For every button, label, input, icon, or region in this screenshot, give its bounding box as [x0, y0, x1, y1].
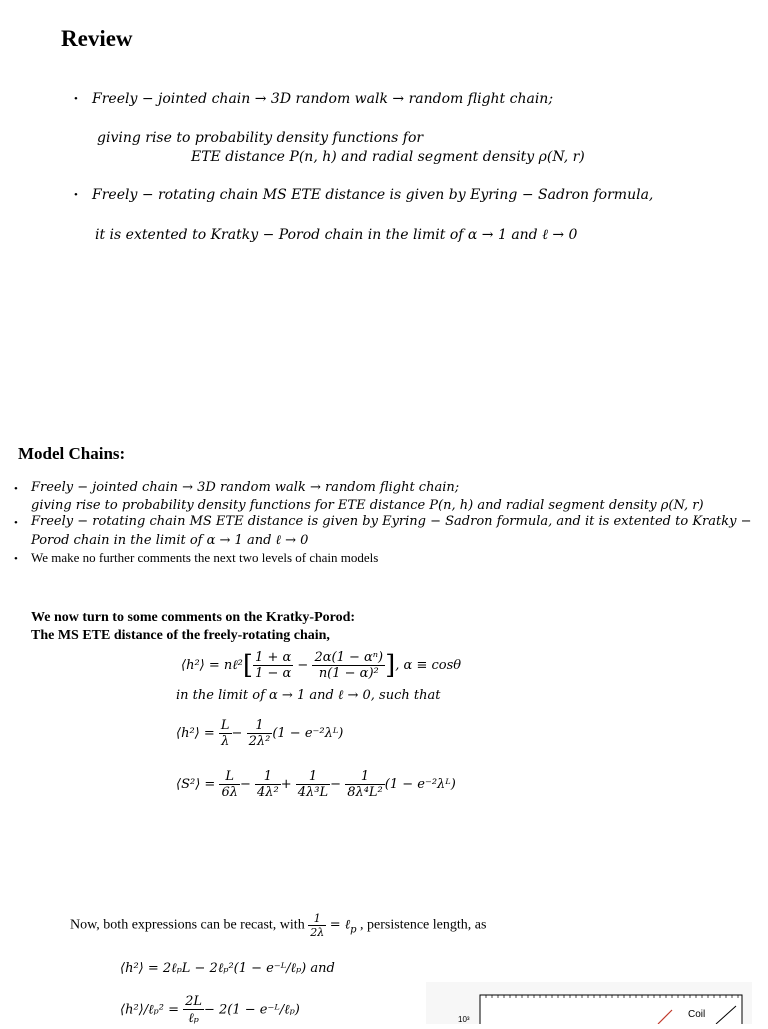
bullet: • [74, 93, 78, 105]
bullet: • [74, 189, 78, 201]
eq-h2-kp: ⟨h²⟩ = $\frac{L}{\lambda}$ − $\frac{1}{\text{2λ²}}$ (1 − e⁻²λᴸ) [176, 718, 344, 749]
eq1-frac2: $\frac{\text{2α(1 − αⁿ)}}{\text{n(1 − α)²}}$ [314, 650, 384, 681]
eq-h2-persistence: ⟨h²⟩ = 2ℓₚL − 2ℓₚ²(1 − e⁻ᴸ/ℓₚ) and [120, 961, 335, 976]
eq-s2-kp: ⟨S²⟩ = $\frac{L}{6\lambda}$ − $\frac{1}{\text{4λ²}}$ + $\frac{1}{\text{4λ³L}}$ − $\frac{1}{\text{8λ⁴L²}}$ (1 − e⁻²λᴸ) [176, 769, 456, 800]
eq1-lhs: ⟨h²⟩ = nℓ² [181, 658, 243, 673]
kp-limit-text: in the limit of α → 1 and ℓ → 0, such that [176, 688, 441, 703]
model-line2: giving rise to probability density functions for ETE distance P(n, h) and radial segment density ρ(N, r) [31, 498, 704, 513]
review-bullet1-line1: Freely − jointed chain → 3D random walk → random flight chain; [92, 91, 554, 107]
model-line4: Porod chain in the limit of α → 1 and ℓ → 0 [31, 533, 309, 548]
bullet: • [14, 553, 18, 565]
review-bullet2-line1: Freely − rotating chain MS ETE distance is given by Eyring − Sadron formula, [92, 187, 654, 203]
plot-legend: Coil [688, 1009, 706, 1020]
bullet: • [14, 483, 18, 495]
kp-intro-line2: The MS ETE distance of the freely-rotating chain, [31, 628, 330, 643]
review-bullet1-line2: giving rise to probability density functions for [97, 130, 424, 146]
model-line5: We make no further comments the next two levels of chain models [31, 550, 379, 565]
kp-intro-line1: We now turn to some comments on the Kratky-Porod: [31, 610, 356, 625]
plot-svg [426, 982, 752, 1024]
eq1-frac1: $\frac{1 + \alpha}{1 - \alpha}$ [255, 650, 292, 681]
model-chains-title: Model Chains: [18, 444, 126, 463]
review-bullet2-line2: it is extented to Kratky − Porod chain in the limit of α → 1 and ℓ → 0 [95, 227, 578, 243]
review-bullet1-line3: ETE distance P(n, h) and radial segment density ρ(N, r) [191, 149, 585, 165]
model-line1: Freely − jointed chain → 3D random walk → random flight chain; [31, 480, 460, 495]
eq-h2-normalized: ⟨h²⟩/ℓₚ² = $\frac{2L}{\text{ℓₚ}}$ − 2(1 − e⁻ᴸ/ℓₚ) [120, 994, 300, 1026]
bullet: • [14, 517, 18, 529]
plot-fragment [426, 982, 752, 1024]
plot-tick-label: 10³ [458, 1015, 470, 1024]
eq-eyring-sadron: ⟨h²⟩ = nℓ²[ $\frac{1 + \alpha}{1 - \alpha}$ − $\frac{\text{2α(1 − αⁿ)}}{\text{n(1 − α)²}}$ ], α ≡ cosθ [181, 650, 462, 681]
review-title: Review [61, 26, 133, 51]
model-line3: Freely − rotating chain MS ETE distance is given by Eyring − Sadron formula, and it is extented to Kratky − [31, 514, 752, 529]
recast-line: Now, both expressions can be recast, with $\frac{1}{2\lambda}$ = ℓ$_p$ , persistence length, as [70, 912, 487, 939]
